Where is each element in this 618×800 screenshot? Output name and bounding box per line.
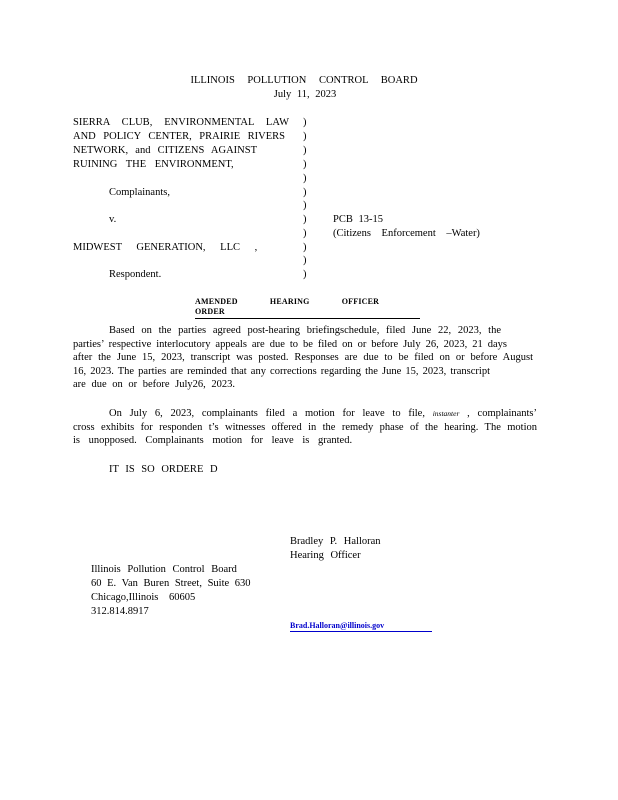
respondent-name: MIDWEST GENERATION, LLC ,: [73, 242, 258, 253]
paragraph-line: after the June 15, 2023, transcript was posted. Responses are due to be filed on or before August: [73, 352, 533, 363]
order-title: AMENDED HEARING OFFICER ORDER: [195, 297, 420, 319]
caption-parenthesis: ): [303, 269, 307, 280]
paragraph-line: 16, 2023. The parties are reminded that any corrections regarding the June 15, 2023, transcript: [73, 365, 490, 377]
paragraph-line: is unopposed. Complainants motion for leave is granted.: [73, 435, 353, 446]
case-number: PCB 13-15: [333, 214, 383, 225]
complainant-name-line: RUINING THE ENVIRONMENT,: [73, 159, 234, 170]
caption-parenthesis: ): [303, 242, 307, 253]
order-date: July 11, 2023: [273, 89, 337, 100]
signature-title: Hearing Officer: [290, 550, 361, 561]
signature-name: Bradley P. Halloran: [290, 536, 381, 547]
address-line: Chicago,Illinois 60605: [91, 592, 196, 603]
board-title: ILLINOIS POLLUTION CONTROL BOARD: [190, 75, 418, 86]
caption-parenthesis: ): [303, 159, 307, 170]
complainant-name-line: NETWORK, and CITIZENS AGAINST: [73, 145, 257, 156]
paragraph-text: , complainants’: [467, 408, 538, 419]
order-paragraph-2: [73, 407, 538, 448]
email-link[interactable]: Brad.Halloran@illinois.gov: [290, 621, 432, 632]
instanter-term: instanter: [432, 409, 460, 418]
caption-parenthesis: ): [303, 187, 307, 198]
so-ordered-statement: IT IS SO ORDERE D: [109, 464, 218, 475]
paragraph-text: On July 6, 2023, complainants filed a motion for leave to file,: [109, 408, 425, 419]
order-paragraph-1: [73, 324, 538, 392]
phone-number: 312.814.8917: [91, 606, 149, 617]
complainant-name-line: SIERRA CLUB, ENVIRONMENTAL LAW: [73, 117, 289, 128]
paragraph-line: parties’ respective interlocutory appeals are due to be filed on or before July 26, 2023, 21 days: [73, 338, 507, 350]
respondent-label: Respondent.: [109, 269, 162, 280]
address-line: Illinois Pollution Control Board: [91, 564, 237, 575]
caption-parenthesis: ): [303, 131, 307, 142]
case-type: (Citizens Enforcement –Water): [333, 228, 480, 239]
complainant-name-line: AND POLICY CENTER, PRAIRIE RIVERS: [73, 131, 285, 142]
caption-parenthesis: ): [303, 200, 307, 211]
caption-parenthesis: ): [303, 214, 307, 225]
address-line: 60 E. Van Buren Street, Suite 630: [91, 578, 251, 589]
paragraph-line: are due on or before July26, 2023.: [73, 379, 236, 390]
paragraph-line: [73, 407, 537, 421]
versus-label: v.: [109, 214, 117, 225]
caption-parenthesis: ): [303, 117, 307, 128]
paragraph-line: cross exhibits for responden t’s witnesses offered in the remedy phase of the hearing. The motion: [73, 421, 537, 433]
caption-parenthesis: ): [303, 145, 307, 156]
paragraph-line: Based on the parties agreed post-hearing briefingschedule, filed June 22, 2023, the: [109, 325, 501, 336]
caption-parenthesis: ): [303, 255, 307, 266]
caption-parenthesis: ): [303, 173, 307, 184]
caption-parenthesis: ): [303, 228, 307, 239]
complainants-label: Complainants,: [109, 187, 170, 198]
